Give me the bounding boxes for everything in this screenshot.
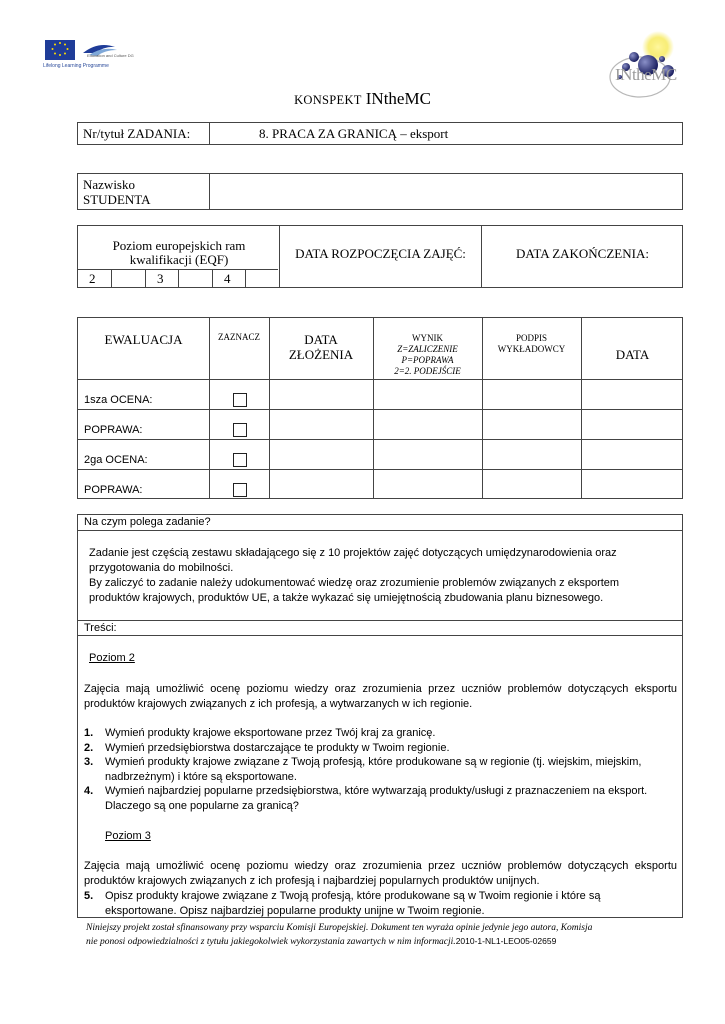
header-result-line1: Z=ZALICZENIE — [397, 344, 458, 354]
eqf-level-2: 2 — [89, 271, 96, 286]
task-description-box — [77, 514, 683, 918]
eqf-level-4: 4 — [224, 271, 231, 286]
eqf-table — [77, 225, 683, 288]
header-submission-line1: DATA — [304, 332, 338, 347]
eqf-level-2-box[interactable] — [112, 270, 145, 288]
header-submission-date — [269, 332, 373, 362]
task-value: 8. PRACA ZA GRANICĄ – eksport — [259, 126, 449, 141]
task-item: 5. Opisz produkty krajowe związane z Twoją profesją, które produkowane są w Twoim regionie i które są eksportowane. Opisz najbardziej popularne produkty unijne w Twoim regionie. — [84, 890, 601, 917]
level2-task-list — [84, 726, 657, 813]
task-item: 3. Wymień produkty krajowe związane z Twoją profesją, które produkowane są w regionie (tj. wiejskim, miejskim, nadbrzeżnym) i które są eksportowane. — [84, 756, 642, 783]
eqf-level-4-box[interactable] — [246, 270, 279, 288]
header-result-title: WYNIK — [412, 333, 443, 343]
title-name: INtheMC — [365, 89, 431, 108]
title-prefix: KONSPEKT — [294, 93, 362, 107]
eval-row-checkbox[interactable] — [233, 393, 247, 407]
eqf-label: Poziom europejskich ram kwalifikacji (EQF) — [112, 238, 246, 267]
student-table — [77, 173, 683, 210]
start-date-label: DATA ROZPOCZĘCIA ZAJĘĆ: — [295, 246, 466, 261]
eval-row-label: POPRAWA: — [84, 484, 143, 496]
eval-row-checkbox[interactable] — [233, 423, 247, 437]
task-item: 4. Wymień najbardziej popularne przedsiębiorstwa, które wytwarzają produkty/usługi z praznaczeniem na eksport. Dlaczego są one popularne za granicą? — [84, 785, 648, 812]
level3-task-list — [84, 889, 657, 918]
end-date-field[interactable] — [483, 270, 682, 288]
header-date: DATA — [615, 347, 650, 362]
eval-row-checkbox[interactable] — [233, 453, 247, 467]
student-label-line2: STUDENTA — [83, 192, 151, 207]
eval-row-label: POPRAWA: — [84, 424, 143, 436]
task-label: Nr/tytuł ZADANIA: — [83, 126, 191, 141]
eu-logo — [43, 39, 143, 71]
header-mark: ZAZNACZ — [218, 332, 260, 342]
level2-title: Poziom 2 — [89, 652, 135, 664]
task-table — [77, 122, 683, 145]
footer-line1: Niniejszy projekt został sfinansowany przy wsparciu Komisji Europejskiej. Dokument ten wyraża opinie jedynie jego autora, Komisja — [86, 923, 593, 933]
description-line: produktów krajowych, produktów UE, a także wykazać się umiejętnością zbudowania planu biznesowego. — [89, 592, 604, 604]
eu-program-line1: Education and Culture DG — [87, 53, 134, 58]
evaluation-table — [77, 317, 683, 499]
description-question: Na czym polega zadanie? — [84, 516, 211, 528]
header-signature — [482, 333, 581, 355]
description-line: Zadanie jest częścią zestawu składającego się z 10 projektów zajęć dotyczących umiędzynarodowienia oraz — [89, 547, 617, 559]
eval-row-label: 1sza OCENA: — [84, 394, 153, 406]
level2-intro: Zajęcia mają umożliwić ocenę poziomu wiedzy oraz zrozumienia przez uczniów problemów dotyczących eksportu produktów krajowych związanych z ich profesją, a wytwarzanych w ich regionie. — [84, 683, 677, 710]
description-line: By zaliczyć to zadanie należy udokumentować wiedzę oraz zrozumienie problemów związanych z eksportem — [89, 577, 620, 589]
eu-program-line2: Lifelong Learning Programme — [43, 63, 109, 69]
student-name-field[interactable] — [214, 176, 678, 207]
student-label-line1: Nazwisko — [83, 177, 135, 192]
header-signature-line1: PODPIS — [515, 333, 547, 343]
footer-code: 2010-1-NL1-LEO05-02659 — [455, 936, 557, 946]
eval-row-label: 2ga OCENA: — [84, 454, 148, 466]
header-submission-line2: ZŁOŻENIA — [288, 347, 354, 362]
end-date-label: DATA ZAKOŃCZENIA: — [516, 246, 649, 261]
description-line: przygotowania do mobilności. — [89, 562, 234, 574]
eval-row-checkbox[interactable] — [233, 483, 247, 497]
eqf-level-3: 3 — [157, 271, 164, 286]
task-item: 2. Wymień przedsiębiorstwa dostarczające te produkty w Twoim regionie. — [84, 741, 450, 754]
description-text — [89, 546, 619, 606]
page-title — [0, 89, 725, 109]
footer-disclaimer — [86, 922, 686, 949]
eqf-level-3-box[interactable] — [179, 270, 212, 288]
task-item: 1. Wymień produkty krajowe eksportowane przez Twój kraj za granicę. — [84, 727, 436, 739]
student-label — [83, 177, 151, 207]
header-result-line3: 2=2. PODEJŚCIE — [394, 366, 461, 376]
header-result-line2: P=POPRAWA — [401, 355, 454, 365]
footer-line2: nie ponosi odpowiedzialności z tytułu jakiegokolwiek wykorzystania zawartych w nim informacji. — [86, 937, 456, 947]
header-signature-line2: WYKŁADOWCY — [497, 344, 566, 354]
start-date-field[interactable] — [281, 270, 480, 288]
inthemc-logo-text: INtheMC — [615, 65, 677, 84]
header-result — [373, 333, 482, 377]
content-label: Treści: — [84, 622, 117, 634]
level3-intro: Zajęcia mają umożliwić ocenę poziomu wiedzy oraz zrozumienia przez uczniów problemów dotyczących eksportu produktów krajowych związanych z ich profesją i najbardziej popularnych produktów unijnych. — [84, 860, 677, 887]
level3-title: Poziom 3 — [105, 830, 151, 842]
header-evaluation: EWALUACJA — [104, 332, 183, 347]
